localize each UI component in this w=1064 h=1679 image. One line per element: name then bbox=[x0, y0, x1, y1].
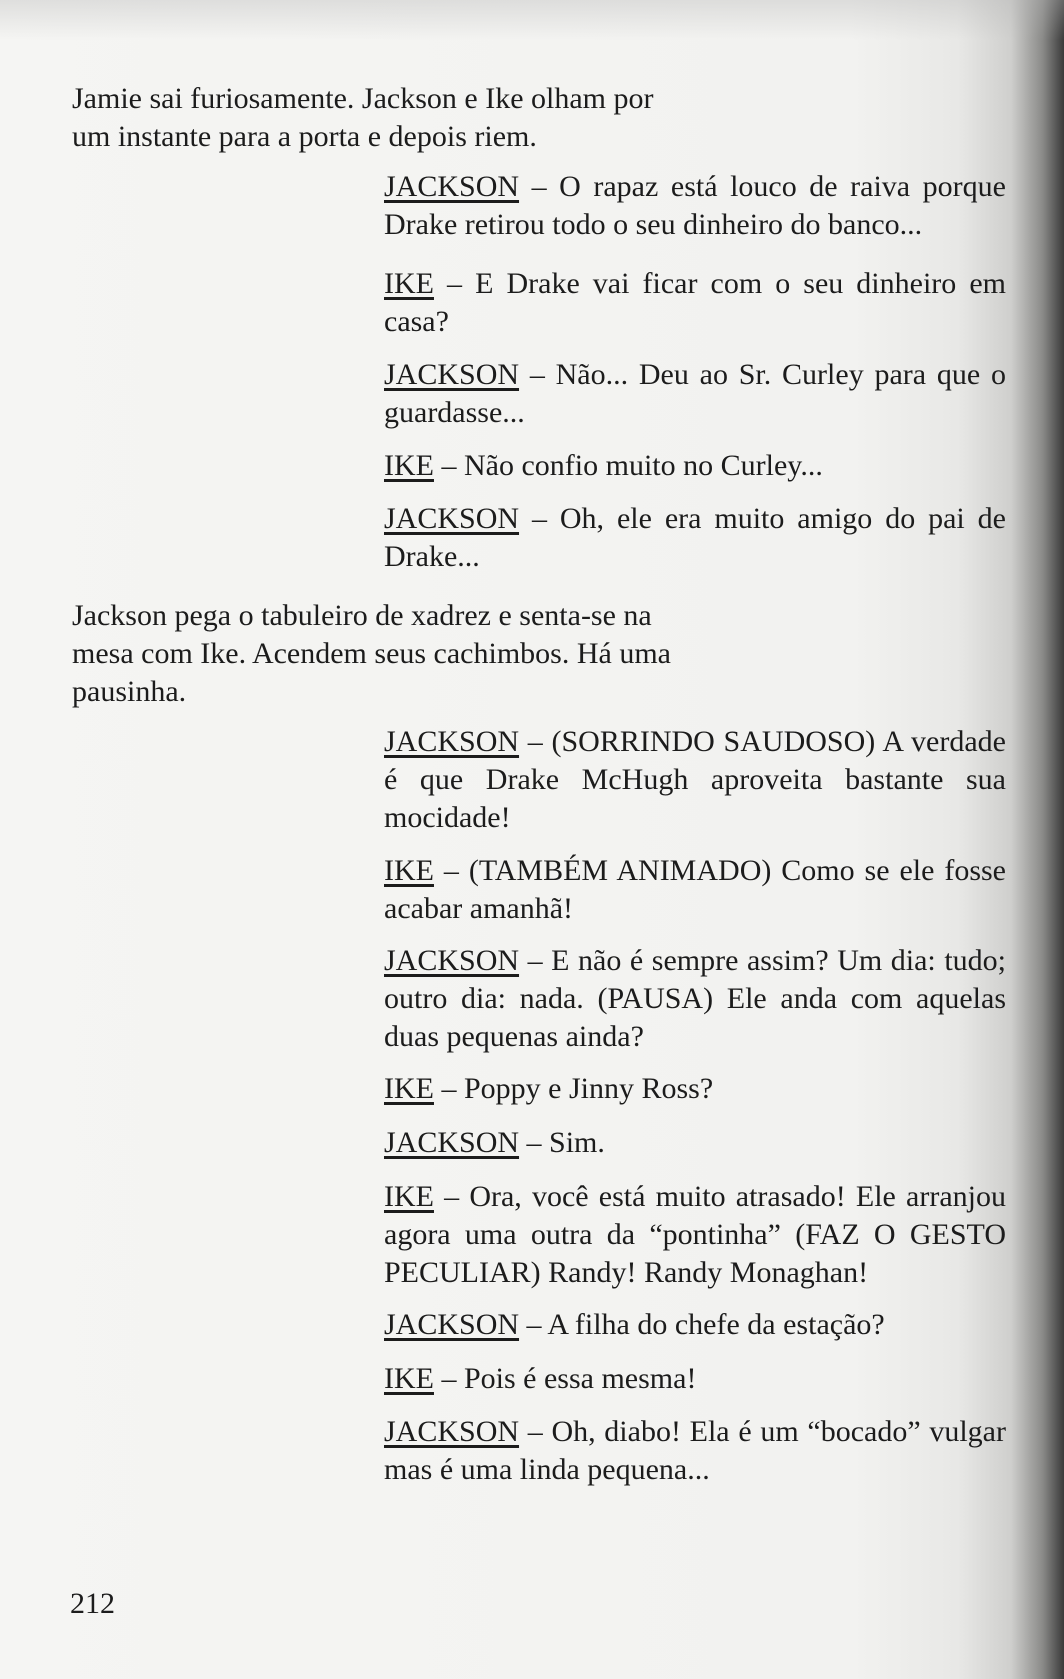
speaker-name: JACKSON bbox=[384, 1308, 520, 1341]
dialogue-line bbox=[384, 1306, 1006, 1344]
speaker-name: JACKSON bbox=[384, 1415, 520, 1448]
speaker-name: JACKSON bbox=[384, 725, 520, 758]
dialogue-line bbox=[384, 1360, 1006, 1398]
dialogue-text: – (SORRINDO SAUDOSO) A verdade é que Drake McHugh aproveita bastante sua mocidade! bbox=[384, 725, 1006, 834]
dialogue-line bbox=[384, 1178, 1006, 1292]
dialogue-text: – (TAMBÉM ANIMADO) Como se ele fosse acabar amanhã! bbox=[384, 854, 1006, 925]
speaker-name: JACKSON bbox=[384, 1126, 520, 1159]
speaker-name: IKE bbox=[384, 267, 434, 300]
dialogue-text: – Pois é essa mesma! bbox=[433, 1362, 697, 1395]
dialogue-text: – Oh, ele era muito amigo do pai de Drake... bbox=[384, 502, 1006, 573]
dialogue-line bbox=[384, 942, 1006, 1056]
dialogue-line bbox=[384, 168, 1006, 244]
page-number: 212 bbox=[70, 1587, 115, 1620]
speaker-name: IKE bbox=[384, 1072, 434, 1105]
dialogue-text: – A filha do chefe da estação? bbox=[519, 1308, 885, 1341]
stage-direction: Jamie sai furiosamente. Jackson e Ike olham por um instante para a porta e depois riem. bbox=[72, 82, 654, 153]
dialogue-text: – Ora, você está muito atrasado! Ele arranjou agora uma outra da “pontinha” (FAZ O GESTO PECULIAR) Randy! Randy Monaghan! bbox=[384, 1180, 1006, 1289]
speaker-name: IKE bbox=[384, 449, 434, 482]
dialogue-text: – E Drake vai ficar com o seu dinheiro em casa? bbox=[384, 267, 1006, 338]
dialogue-line bbox=[384, 852, 1006, 928]
dialogue-line bbox=[384, 723, 1006, 837]
dialogue-line bbox=[384, 1070, 1006, 1108]
speaker-name: JACKSON bbox=[384, 170, 520, 203]
dialogue-line bbox=[384, 1413, 1006, 1489]
speaker-name: JACKSON bbox=[384, 944, 520, 977]
dialogue-text: – Não... Deu ao Sr. Curley para que o guardasse... bbox=[384, 358, 1006, 429]
dialogue-line bbox=[384, 265, 1006, 341]
dialogue-text: – O rapaz está louco de raiva porque Drake retirou todo o seu dinheiro do banco... bbox=[384, 170, 1006, 241]
dialogue-line bbox=[384, 1124, 1006, 1162]
speaker-name: JACKSON bbox=[384, 502, 520, 535]
dialogue-text: – Poppy e Jinny Ross? bbox=[433, 1072, 714, 1105]
speaker-name: IKE bbox=[384, 854, 434, 887]
dialogue-line bbox=[384, 500, 1006, 576]
dialogue-text: – Oh, diabo! Ela é um “bocado” vulgar mas é uma linda pequena... bbox=[384, 1415, 1006, 1486]
speaker-name: IKE bbox=[384, 1362, 434, 1395]
speaker-name: IKE bbox=[384, 1180, 434, 1213]
dialogue-line bbox=[384, 356, 1006, 432]
speaker-name: JACKSON bbox=[384, 358, 520, 391]
page-shadow bbox=[0, 0, 1064, 40]
dialogue-text: – Não confio muito no Curley... bbox=[433, 449, 823, 482]
stage-direction: Jackson pega o tabuleiro de xadrez e senta-se na mesa com Ike. Acendem seus cachimbos. Há uma pausinha. bbox=[72, 599, 671, 708]
dialogue-text: – E não é sempre assim? Um dia: tudo; outro dia: nada. (PAUSA) Ele anda com aquelas duas pequenas ainda? bbox=[384, 944, 1006, 1053]
dialogue-text: – Sim. bbox=[519, 1126, 605, 1159]
dialogue-line bbox=[384, 447, 1006, 485]
